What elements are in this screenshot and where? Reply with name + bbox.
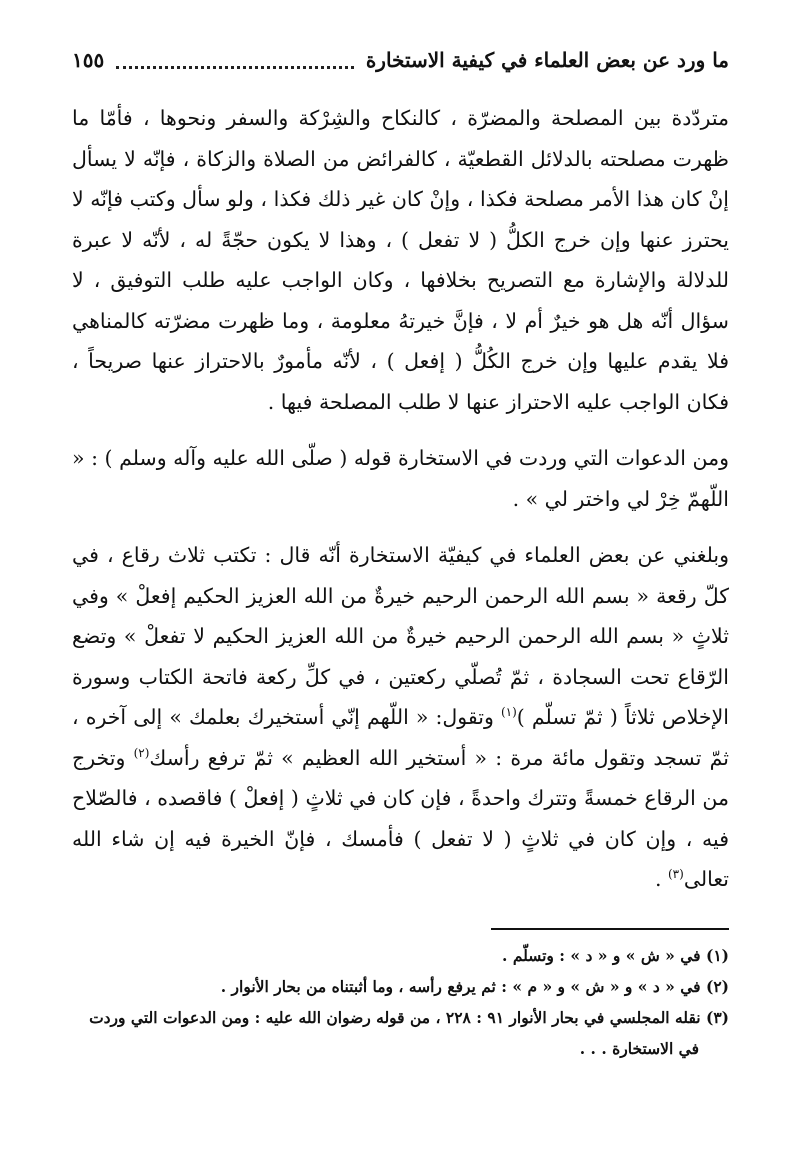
footnote-3-line-1: (٣) نقله المجلسي في بحار الأنوار ٩١ : ٢٢٨ ، من قوله رضوان الله عليه : ومن الدعوات التي وردت	[89, 1007, 729, 1027]
paragraph-2: ومن الدعوات التي وردت في الاستخارة قوله ( صلّى الله عليه وآله وسلم ) : « اللّهمّ خِرْ لي واختر لي » .	[72, 446, 729, 511]
footnote-ref-3[interactable]: (٣)	[667, 867, 684, 882]
page-number: ١٥٥	[72, 48, 105, 72]
paragraph-3-end: .	[654, 867, 668, 891]
paragraph-3-part-c: وتخرج من الرقاع خمسةً وتترك واحدةً ، فإن كان في ثلاثٍ ( إفعلْ ) فاقصده ، فالصّلاح فيه ، وإن كان في ثلاثٍ ( لا تفعل ) فأمسك ، فإنّ الخيرة فيه إن شاء الله تعالى	[72, 745, 729, 891]
footnote-2: (٢) في « د » و « ش » و « م » : ثم يرفع رأسه ، وما أثبتناه من بحار الأنوار .	[220, 976, 729, 996]
footnote-ref-2[interactable]: (٢)	[133, 745, 150, 760]
footnotes	[72, 940, 729, 1064]
paragraph-3-part-a: وبلغني عن بعض العلماء في كيفيّة الاستخارة أنّه قال : تكتب ثلاث رقاع ، في كلّ رقعة « بسم الله الرحمن الرحيم خيرةٌ من الله العزيز الحكيم إفعلْ » وفي ثلاثٍ « بسم الله الرحمن الرحيم خيرةٌ من الله العزيز الحكيم لا تفعلْ » وتضع الرّقاع تحت السجادة ، ثمّ تُصلّي ركعتين ، في كلِّ ركعة فاتحة الكتاب وسورة الإخلاص ثلاثاً ( ثمّ تسلّم )	[72, 543, 729, 729]
footnote-3-line-2: في الاستخارة . . .	[579, 1038, 699, 1058]
paragraph-1: متردّدة بين المصلحة والمضرّة ، كالنكاح والشِرْكة والسفر ونحوها ، فأمّا ما ظهرت مصلحته بالدلائل القطعيّة ، كالفرائض من الصلاة والزكاة ، فإنّه لا يسأل إنْ كان هذا الأمر مصلحة فكذا ، وإنْ كان غير ذلك فكذا ، ولو سأل وكتب فإنّه لا يحترز عنها وإن خرج الكلُّ ( لا تفعل ) ، وهذا لا يكون حجّةً له ، لأنّه لا عبرة للدلالة والإشارة مع التصريح بخلافها ، وكان الواجب عليه طلب التوفيق ، لا سؤال أنّه هل هو خيرٌ أم لا ، فإنَّ خيرتهُ معلومة ، وما ظهرت مضرّته كالمناهي فلا يقدم عليها وإن خرج الكُلُّ ( إفعل ) ، لأنّه مأمورٌ بالاحتراز عنها صريحاً ، فكان الواجب عليه الاحتراز عنها لا طلب المصلحة فيها .	[72, 106, 729, 414]
footnote-divider	[491, 928, 729, 930]
paragraph-3-part-b: وتقول: « اللّهم إنّي أستخيرك بعلمك » إلى آخره ، ثمّ تسجد وتقول مائة مرة : « أستخير الله العظيم » ثمّ ترفع رأسك	[72, 705, 729, 770]
header-dot-leader	[116, 52, 354, 69]
main-text	[72, 98, 729, 900]
paragraph-3	[72, 535, 729, 900]
footnote-1: (١) في « ش » و « د » : وتسلّم .	[502, 945, 729, 965]
footnote-ref-1[interactable]: (١)	[500, 705, 517, 720]
running-header	[72, 40, 729, 80]
header-title: ما ورد عن بعض العلماء في كيفية الاستخارة	[365, 48, 729, 72]
